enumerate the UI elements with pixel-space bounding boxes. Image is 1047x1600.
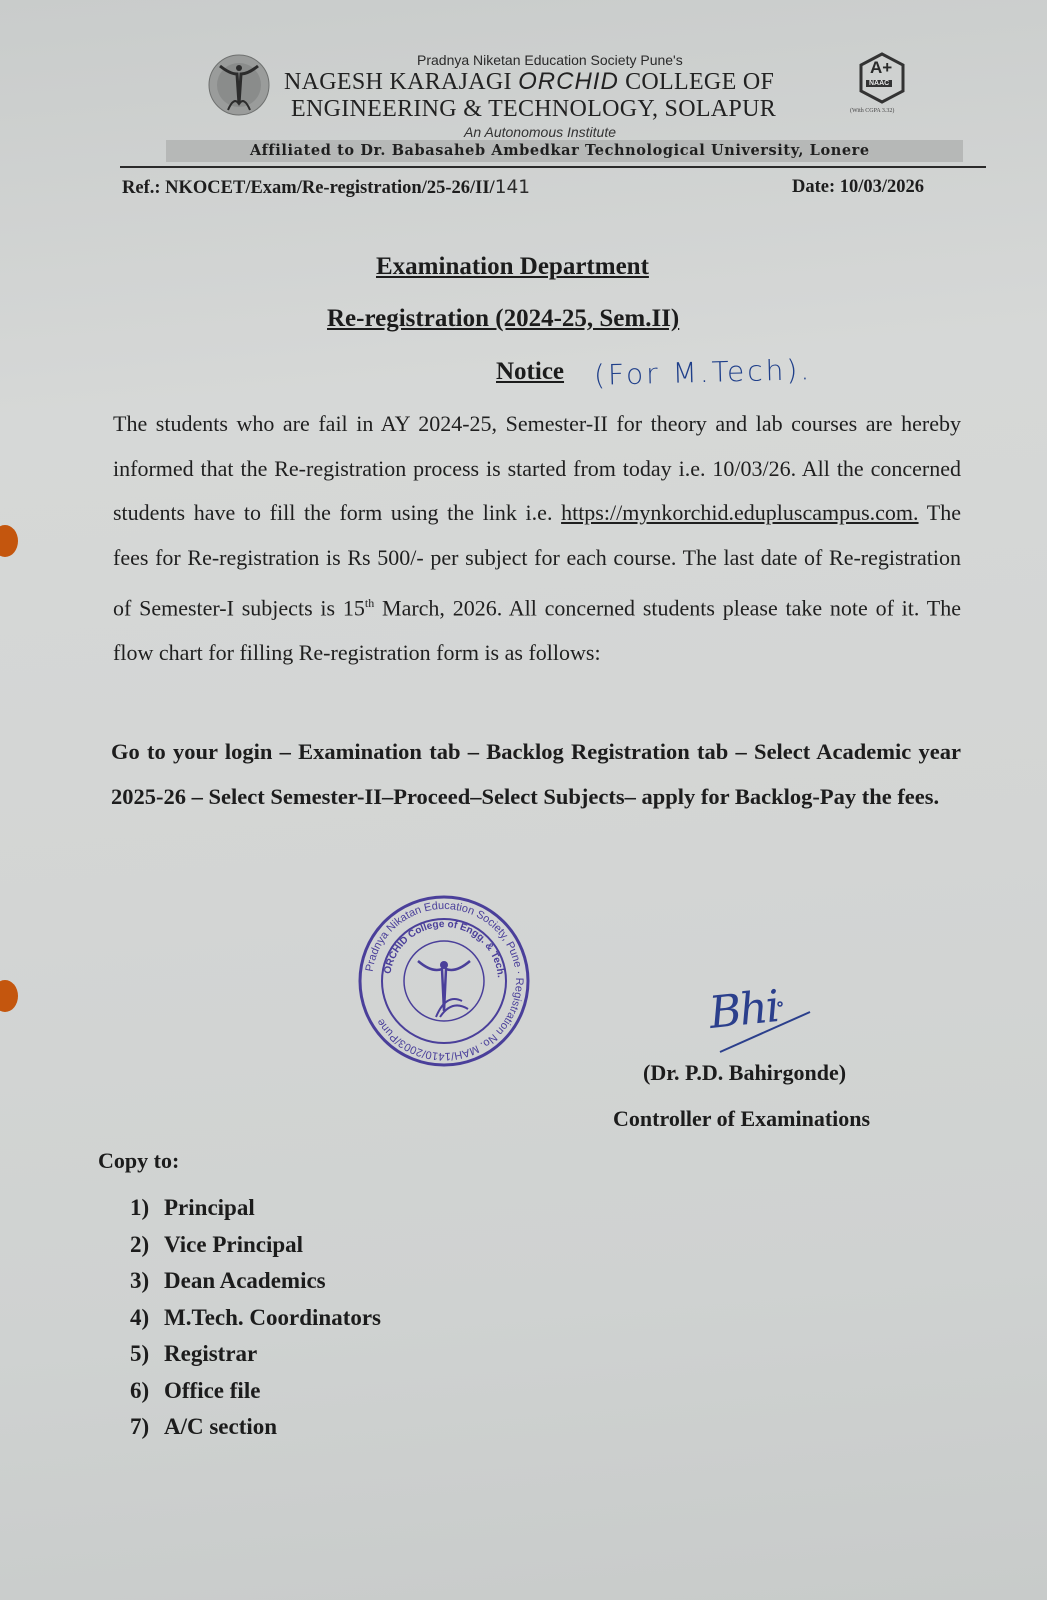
department-heading: Examination Department (376, 253, 649, 280)
notice-date: Date: 10/03/2026 (792, 177, 925, 197)
copy-to-item (130, 1409, 381, 1446)
naac-badge (852, 52, 914, 122)
copy-to-label: A/C section (164, 1414, 278, 1439)
copy-to-item (130, 1336, 381, 1373)
copy-to-item (130, 1227, 381, 1264)
copy-to-label: Registrar (164, 1341, 258, 1366)
body-text: The fees for Re-registration is Rs 500/- per subject for each course. The last date of Re-registration of Semester-I subjects is 15 (113, 500, 961, 621)
copy-to-number: 6) (130, 1377, 150, 1403)
punch-hole (0, 525, 18, 557)
registration-link[interactable]: https://mynkorchid.edupluscampus.com. (561, 500, 919, 526)
college-name-part: NAGESH KARAJAGI (284, 69, 519, 95)
copy-to-number: 5) (130, 1341, 150, 1366)
college-emblem-icon (206, 52, 272, 118)
svg-text:Pradnya Nikatan Education Soci: Pradnya Nikatan Education Society, Pune · Registration No. MAH/1410/2003/Pune (363, 899, 526, 1063)
copy-to-number: 2) (130, 1231, 150, 1257)
copy-to-label: M.Tech. Coordinators (164, 1304, 382, 1330)
copy-to-label: Dean Academics (164, 1268, 326, 1293)
reference-label: Ref.: NKOCET/Exam/Re-registration/25-26/II/ (122, 178, 495, 198)
svg-text:ORCHID College of Engg. & Tech: ORCHID College of Engg. & Tech. (382, 918, 506, 979)
copy-to-label: Vice Principal (164, 1231, 304, 1257)
affiliation-text: Affiliated to Dr. Babasaheb Ambedkar Technological University, Lonere (250, 142, 870, 159)
naac-label: NAAC (866, 80, 892, 87)
copy-to-item (130, 1190, 381, 1227)
copy-to-number: 7) (130, 1414, 150, 1439)
handwritten-note: (For M.Tech). (593, 353, 813, 392)
copy-to-list (130, 1190, 381, 1446)
date-superscript: th (364, 595, 375, 610)
signatory-name: (Dr. P.D. Bahirgonde) (643, 1060, 847, 1085)
reference-number (122, 177, 530, 199)
society-name: Pradnya Niketan Education Society Pune's (417, 52, 683, 68)
signature-scrawl: Bhi (706, 981, 781, 1039)
header-divider (120, 166, 986, 168)
copy-to-item (130, 1373, 381, 1410)
copy-to-label: Principal (164, 1195, 255, 1220)
copy-to-item (130, 1263, 381, 1300)
signature-underline-icon (700, 1000, 830, 1060)
reference-handwritten-number: 141 (494, 177, 531, 198)
copy-to-item (130, 1300, 381, 1337)
subject-heading: Re-registration (2024-25, Sem.II) (327, 305, 680, 332)
signatory-title: Controller of Examinations (613, 1106, 871, 1131)
copy-to-number: 4) (130, 1304, 150, 1330)
body-text: March, 2026. All concerned students please take note of it. The flow chart for filling Re-registration form is as follows: (113, 595, 962, 665)
college-name-part: COLLEGE OF (618, 69, 775, 95)
copy-to-heading: Copy to: (98, 1148, 180, 1173)
flow-chart-steps: Go to your login – Examination tab – Backlog Registration tab – Select Academic year 2025-26 – Select Semester-II–Proceed–Select Subjects– apply for Backlog-Pay the fees. (111, 739, 961, 809)
college-name-line2: ENGINEERING & TECHNOLOGY, SOLAPUR (291, 96, 777, 122)
naac-cgpa: (With CGPA 3.32) (850, 108, 895, 114)
copy-to-number: 1) (130, 1195, 150, 1220)
official-stamp-icon (356, 893, 532, 1069)
body-text: The students who are fail in AY 2024-25, Semester-II for theory and lab courses are hereby informed that the Re-registration process is started from today i.e. 10/03/26. All the concerned students have to fill the form using the link i.e. (113, 411, 961, 526)
college-name-line1 (284, 68, 774, 96)
copy-to-label: Office file (164, 1377, 261, 1403)
punch-hole (0, 980, 18, 1012)
naac-grade: A+ (870, 58, 893, 77)
notice-body (113, 402, 961, 676)
orchid-brand: ORCHID (518, 68, 619, 95)
notice-heading: Notice (496, 358, 565, 385)
autonomous-label: An Autonomous Institute (464, 124, 617, 140)
copy-to-number: 3) (130, 1268, 150, 1293)
